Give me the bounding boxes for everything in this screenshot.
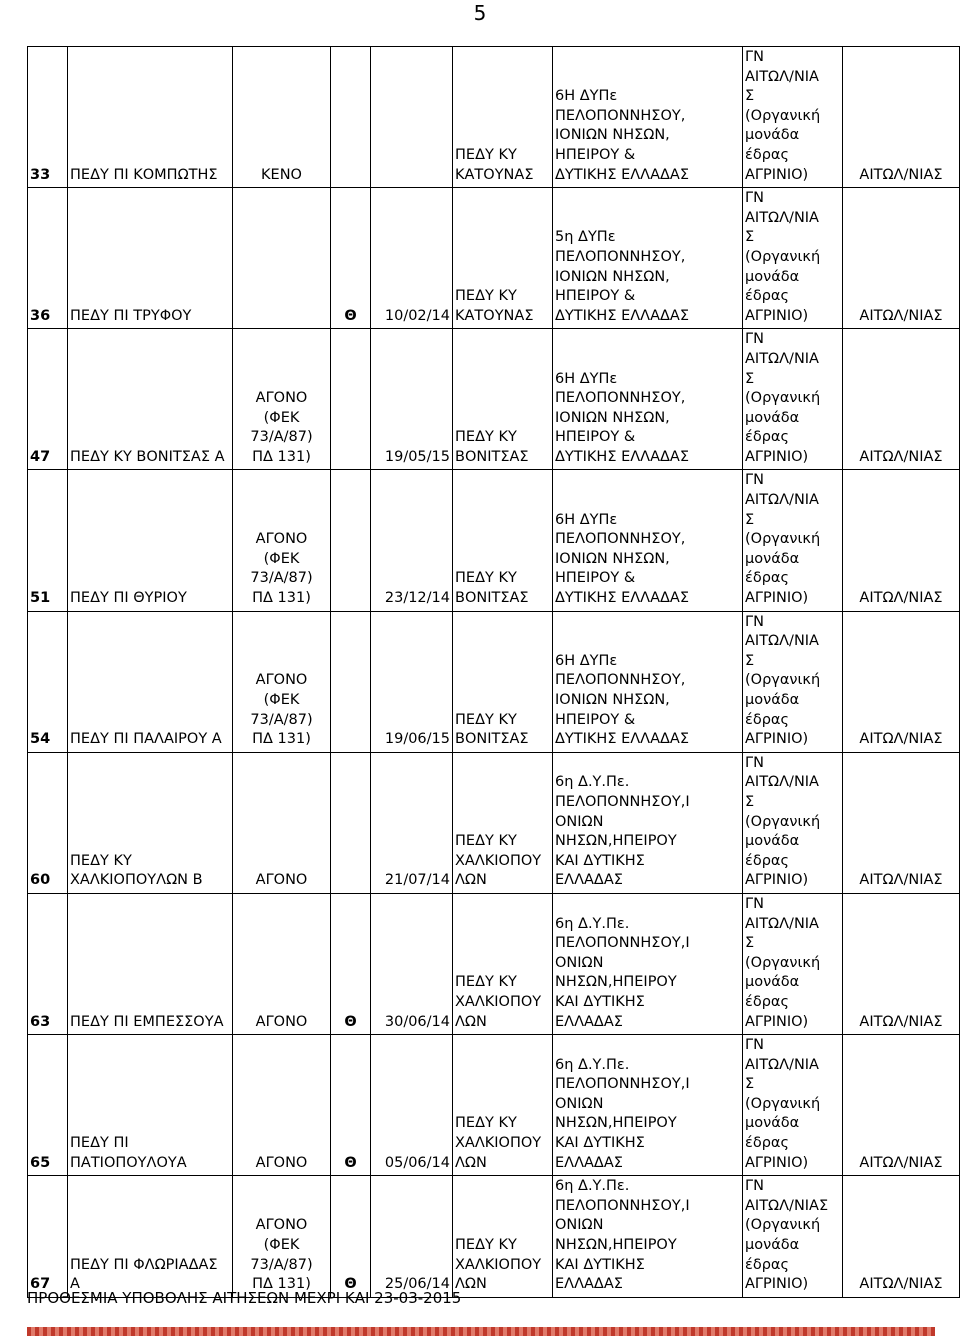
mark: Θ (331, 188, 371, 329)
prefecture: ΑΙΤΩΛ/ΝΙΑΣ (843, 188, 960, 329)
date (371, 47, 453, 188)
date: 30/06/14 (371, 893, 453, 1034)
area-type: ΑΓΟΝΟ (ΦΕΚ 73/Α/87) ΠΔ 131) (233, 1176, 331, 1298)
prefecture: ΑΙΤΩΛ/ΝΙΑΣ (843, 1035, 960, 1176)
table-row (28, 1035, 960, 1176)
date: 23/12/14 (371, 470, 453, 611)
mark: Θ (331, 893, 371, 1034)
row-number: 54 (28, 611, 68, 752)
positions-table (27, 46, 960, 1298)
unit-name: ΠΕΔΥ ΠΙ ΘΥΡΙΟΥ (68, 470, 233, 611)
prefecture: ΑΙΤΩΛ/ΝΙΑΣ (843, 611, 960, 752)
general-hospital: ΓΝ ΑΙΤΩΛ/ΝΙΑ Σ (Οργανική μονάδα έδρας ΑΓΡΙΝΙΟ) (743, 470, 843, 611)
mark: Θ (331, 1035, 371, 1176)
base-unit: ΠΕΔΥ ΚΥ ΒΟΝΙΤΣΑΣ (453, 611, 553, 752)
general-hospital: ΓΝ ΑΙΤΩΛ/ΝΙΑ Σ (Οργανική μονάδα έδρας ΑΓΡΙΝΙΟ) (743, 611, 843, 752)
general-hospital: ΓΝ ΑΙΤΩΛ/ΝΙΑ Σ (Οργανική μονάδα έδρας ΑΓΡΙΝΙΟ) (743, 752, 843, 893)
unit-name: ΠΕΔΥ ΠΙ ΦΛΩΡΙΑΔΑΣ Α (68, 1176, 233, 1298)
row-number: 67 (28, 1176, 68, 1298)
date: 19/06/15 (371, 611, 453, 752)
general-hospital: ΓΝ ΑΙΤΩΛ/ΝΙΑ Σ (Οργανική μονάδα έδρας ΑΓΡΙΝΙΟ) (743, 1035, 843, 1176)
prefecture: ΑΙΤΩΛ/ΝΙΑΣ (843, 470, 960, 611)
general-hospital: ΓΝ ΑΙΤΩΛ/ΝΙΑ Σ (Οργανική μονάδα έδρας ΑΓΡΙΝΙΟ) (743, 188, 843, 329)
mark (331, 611, 371, 752)
table-row (28, 611, 960, 752)
unit-name: ΠΕΔΥ ΚΥ ΧΑΛΚΙΟΠΟΥΛΩΝ Β (68, 752, 233, 893)
date: 10/02/14 (371, 188, 453, 329)
table-row (28, 752, 960, 893)
row-number: 51 (28, 470, 68, 611)
health-directorate: 5η ΔΥΠε ΠΕΛΟΠΟΝΝΗΣΟΥ, ΙΟΝΙΩΝ ΝΗΣΩΝ, ΗΠΕΙΡΟΥ & ΔΥΤΙΚΗΣ ΕΛΛΑΔΑΣ (553, 188, 743, 329)
row-number: 47 (28, 329, 68, 470)
table-row (28, 1176, 960, 1298)
table-row (28, 329, 960, 470)
unit-name: ΠΕΔΥ ΠΙ ΠΑΛΑΙΡΟΥ Α (68, 611, 233, 752)
row-number: 65 (28, 1035, 68, 1176)
mark: Θ (331, 1176, 371, 1298)
row-number: 33 (28, 47, 68, 188)
unit-name: ΠΕΔΥ ΠΙ ΕΜΠΕΣΣΟΥΑ (68, 893, 233, 1034)
mark (331, 329, 371, 470)
area-type: ΑΓΟΝΟ (ΦΕΚ 73/Α/87) ΠΔ 131) (233, 329, 331, 470)
general-hospital: ΓΝ ΑΙΤΩΛ/ΝΙΑ Σ (Οργανική μονάδα έδρας ΑΓΡΙΝΙΟ) (743, 329, 843, 470)
footer-rule (27, 1327, 935, 1336)
row-number: 63 (28, 893, 68, 1034)
general-hospital: ΓΝ ΑΙΤΩΛ/ΝΙΑΣ (Οργανική μονάδα έδρας ΑΓΡΙΝΙΟ) (743, 1176, 843, 1298)
row-number: 36 (28, 188, 68, 329)
area-type: ΑΓΟΝΟ (233, 752, 331, 893)
mark (331, 752, 371, 893)
health-directorate: 6Η ΔΥΠε ΠΕΛΟΠΟΝΝΗΣΟΥ, ΙΟΝΙΩΝ ΝΗΣΩΝ, ΗΠΕΙΡΟΥ & ΔΥΤΙΚΗΣ ΕΛΛΑΔΑΣ (553, 611, 743, 752)
base-unit: ΠΕΔΥ ΚΥ ΒΟΝΙΤΣΑΣ (453, 329, 553, 470)
mark (331, 47, 371, 188)
date: 05/06/14 (371, 1035, 453, 1176)
area-type: ΑΓΟΝΟ (ΦΕΚ 73/Α/87) ΠΔ 131) (233, 611, 331, 752)
base-unit: ΠΕΔΥ ΚΥ ΧΑΛΚΙΟΠΟΥ ΛΩΝ (453, 1035, 553, 1176)
area-type: ΑΓΟΝΟ (233, 1035, 331, 1176)
date: 25/06/14 (371, 1176, 453, 1298)
base-unit: ΠΕΔΥ ΚΥ ΧΑΛΚΙΟΠΟΥ ΛΩΝ (453, 1176, 553, 1298)
area-type: ΑΓΟΝΟ (233, 893, 331, 1034)
prefecture: ΑΙΤΩΛ/ΝΙΑΣ (843, 893, 960, 1034)
page-number: 5 (473, 1, 487, 25)
base-unit: ΠΕΔΥ ΚΥ ΧΑΛΚΙΟΠΟΥ ΛΩΝ (453, 752, 553, 893)
row-number: 60 (28, 752, 68, 893)
area-type (233, 188, 331, 329)
unit-name: ΠΕΔΥ ΠΙ ΚΟΜΠΩΤΗΣ (68, 47, 233, 188)
unit-name: ΠΕΔΥ ΚΥ ΒΟΝΙΤΣΑΣ Α (68, 329, 233, 470)
base-unit: ΠΕΔΥ ΚΥ ΚΑΤΟΥΝΑΣ (453, 188, 553, 329)
mark (331, 470, 371, 611)
submission-deadline: ΠΡΟΘΕΣΜΙΑ ΥΠΟΒΟΛΗΣ ΑΙΤΗΣΕΩΝ ΜΕΧΡΙ ΚΑΙ 23-03-2015 (27, 1289, 462, 1307)
unit-name: ΠΕΔΥ ΠΙ ΠΑΤΙΟΠΟΥΛΟΥΑ (68, 1035, 233, 1176)
base-unit: ΠΕΔΥ ΚΥ ΒΟΝΙΤΣΑΣ (453, 470, 553, 611)
area-type: ΑΓΟΝΟ (ΦΕΚ 73/Α/87) ΠΔ 131) (233, 470, 331, 611)
base-unit: ΠΕΔΥ ΚΥ ΚΑΤΟΥΝΑΣ (453, 47, 553, 188)
health-directorate: 6η Δ.Υ.Πε. ΠΕΛΟΠΟΝΝΗΣΟΥ,Ι ΟΝΙΩΝ ΝΗΣΩΝ,ΗΠΕΙΡΟΥ ΚΑΙ ΔΥΤΙΚΗΣ ΕΛΛΑΔΑΣ (553, 1035, 743, 1176)
table-row (28, 188, 960, 329)
health-directorate: 6Η ΔΥΠε ΠΕΛΟΠΟΝΝΗΣΟΥ, ΙΟΝΙΩΝ ΝΗΣΩΝ, ΗΠΕΙΡΟΥ & ΔΥΤΙΚΗΣ ΕΛΛΑΔΑΣ (553, 329, 743, 470)
prefecture: ΑΙΤΩΛ/ΝΙΑΣ (843, 752, 960, 893)
health-directorate: 6η Δ.Υ.Πε. ΠΕΛΟΠΟΝΝΗΣΟΥ,Ι ΟΝΙΩΝ ΝΗΣΩΝ,ΗΠΕΙΡΟΥ ΚΑΙ ΔΥΤΙΚΗΣ ΕΛΛΑΔΑΣ (553, 752, 743, 893)
prefecture: ΑΙΤΩΛ/ΝΙΑΣ (843, 329, 960, 470)
table-row (28, 470, 960, 611)
health-directorate: 6Η ΔΥΠε ΠΕΛΟΠΟΝΝΗΣΟΥ, ΙΟΝΙΩΝ ΝΗΣΩΝ, ΗΠΕΙΡΟΥ & ΔΥΤΙΚΗΣ ΕΛΛΑΔΑΣ (553, 47, 743, 188)
table-row (28, 47, 960, 188)
base-unit: ΠΕΔΥ ΚΥ ΧΑΛΚΙΟΠΟΥ ΛΩΝ (453, 893, 553, 1034)
health-directorate: 6η Δ.Υ.Πε. ΠΕΛΟΠΟΝΝΗΣΟΥ,Ι ΟΝΙΩΝ ΝΗΣΩΝ,ΗΠΕΙΡΟΥ ΚΑΙ ΔΥΤΙΚΗΣ ΕΛΛΑΔΑΣ (553, 893, 743, 1034)
health-directorate: 6Η ΔΥΠε ΠΕΛΟΠΟΝΝΗΣΟΥ, ΙΟΝΙΩΝ ΝΗΣΩΝ, ΗΠΕΙΡΟΥ & ΔΥΤΙΚΗΣ ΕΛΛΑΔΑΣ (553, 470, 743, 611)
date: 21/07/14 (371, 752, 453, 893)
prefecture: ΑΙΤΩΛ/ΝΙΑΣ (843, 47, 960, 188)
table-row (28, 893, 960, 1034)
date: 19/05/15 (371, 329, 453, 470)
general-hospital: ΓΝ ΑΙΤΩΛ/ΝΙΑ Σ (Οργανική μονάδα έδρας ΑΓΡΙΝΙΟ) (743, 893, 843, 1034)
health-directorate: 6η Δ.Υ.Πε. ΠΕΛΟΠΟΝΝΗΣΟΥ,Ι ΟΝΙΩΝ ΝΗΣΩΝ,ΗΠΕΙΡΟΥ ΚΑΙ ΔΥΤΙΚΗΣ ΕΛΛΑΔΑΣ (553, 1176, 743, 1298)
prefecture: ΑΙΤΩΛ/ΝΙΑΣ (843, 1176, 960, 1298)
unit-name: ΠΕΔΥ ΠΙ ΤΡΥΦΟΥ (68, 188, 233, 329)
area-type: ΚΕΝΟ (233, 47, 331, 188)
general-hospital: ΓΝ ΑΙΤΩΛ/ΝΙΑ Σ (Οργανική μονάδα έδρας ΑΓΡΙΝΙΟ) (743, 47, 843, 188)
